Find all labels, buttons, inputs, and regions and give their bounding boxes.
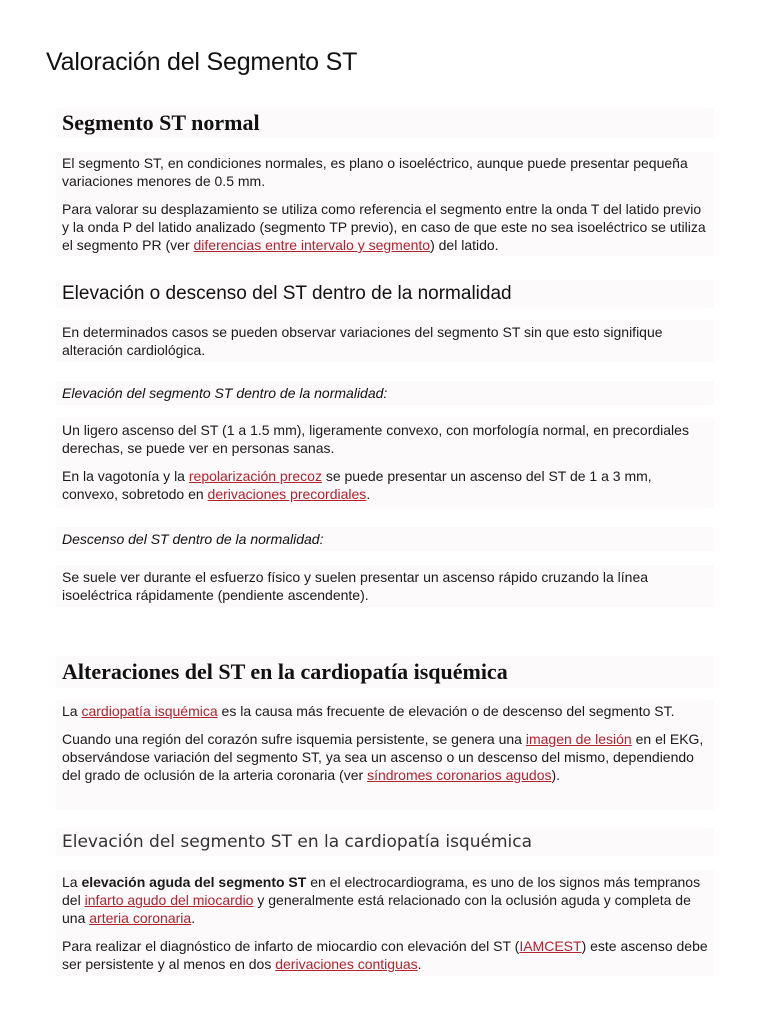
subheading-block: [56, 381, 714, 405]
text: Para valorar su desplazamiento se utiliza como referencia el segmento entre la onda T del latido previo y la onda P del latido analizado (segmento TP previo), en caso de que este no sea isoeléctrico se utiliza el segmento PR (ver: [62, 201, 706, 253]
text: en el electrocardiograma, es uno de los signos más tempranos del: [62, 874, 701, 908]
link-imagen-de-lesion[interactable]: imagen de lesión: [525, 731, 632, 747]
paragraph: [56, 200, 714, 254]
paragraph: [56, 937, 714, 973]
paragraph: Un ligero ascenso del ST (1 a 1.5 mm), ligeramente convexo, con morfología normal, en precordiales derechas, se puede ver en personas sanas.: [62, 422, 689, 456]
text: .: [366, 486, 371, 502]
subheading-descenso-normalidad: Descenso del ST dentro de la normalidad:: [62, 531, 324, 547]
text: En la vagotonía y la: [62, 468, 189, 484]
paragraph-block: [56, 700, 714, 810]
text: en el EKG, observándose variación del segmento ST, ya sea un ascenso o un descenso del mismo, dependiendo del grado de oclusión de la arteria coronaria (ver: [62, 731, 704, 783]
text: y generalmente está relacionado con la oclusión aguda y completa de una: [62, 892, 691, 926]
link-infarto-agudo-miocardio[interactable]: infarto agudo del miocardio: [84, 892, 254, 908]
text: se puede presentar un ascenso del ST de 1 a 3 mm, convexo, sobretodo en: [62, 468, 652, 502]
page-title: Valoración del Segmento ST: [46, 48, 358, 76]
paragraph: [56, 700, 714, 720]
text: .: [191, 910, 196, 926]
link-repolarizacion-precoz[interactable]: repolarización precoz: [188, 468, 322, 484]
paragraph: En determinados casos se pueden observar variaciones del segmento ST sin que esto signifique alteración cardiológica.: [62, 324, 663, 358]
section-heading-block: [56, 656, 714, 688]
text: ).: [551, 767, 561, 783]
text: es la causa más frecuente de elevación o de descenso del segmento ST.: [217, 703, 675, 719]
text: ) este ascenso debe ser persistente y al menos en dos: [62, 938, 708, 972]
link-iamcest[interactable]: IAMCEST: [519, 938, 582, 954]
section-heading-block: [56, 280, 714, 308]
section-heading-block: [56, 108, 714, 138]
paragraph-block: [56, 565, 714, 607]
link-sindromes-coronarios-agudos[interactable]: síndromes coronarios agudos: [367, 767, 552, 783]
paragraph-block: [56, 152, 714, 256]
link-derivaciones-precordiales[interactable]: derivaciones precordiales: [207, 486, 367, 502]
text: Para realizar el diagnóstico de infarto de miocardio con elevación del ST (: [62, 938, 520, 954]
paragraph: [56, 730, 714, 784]
text: ) del latido.: [430, 237, 499, 253]
paragraph-block: [56, 320, 714, 362]
paragraph: Se suele ver durante el esfuerzo físico y suelen presentar un ascenso rápido cruzando la línea isoeléctrica rápidamente (pendiente ascendente).: [62, 569, 649, 603]
text: Cuando una región del corazón sufre isquemia persistente, se genera una: [62, 731, 526, 747]
subheading-block: [56, 527, 714, 551]
text: .: [417, 956, 422, 972]
section-heading-segmento-st-normal: Segmento ST normal: [62, 110, 260, 135]
paragraph: [56, 467, 714, 503]
link-arteria-coronaria[interactable]: arteria coronaria: [89, 910, 192, 926]
paragraph-block: [56, 870, 714, 976]
link-cardiopatia-isquemica[interactable]: cardiopatía isquémica: [81, 703, 218, 719]
paragraph: El segmento ST, en condiciones normales, es plano o isoeléctrico, aunque puede presentar pequeña variaciones menores de 0.5 mm.: [62, 155, 688, 189]
paragraph: [56, 870, 714, 927]
text: La: [62, 703, 82, 719]
bold-text: elevación aguda del segmento ST: [81, 874, 307, 890]
section-heading-elevacion-descenso-normalidad: Elevación o descenso del ST dentro de la normalidad: [62, 283, 512, 304]
section-heading-block: [56, 828, 714, 856]
text: La: [62, 874, 82, 890]
section-heading-elevacion-isquemica: Elevación del segmento ST en la cardiopatía isquémica: [62, 832, 532, 852]
link-derivaciones-contiguas[interactable]: derivaciones contiguas: [275, 956, 418, 972]
subheading-elevacion-normalidad: Elevación del segmento ST dentro de la normalidad:: [62, 385, 388, 401]
section-heading-alteraciones-isquemica: Alteraciones del ST en la cardiopatía isquémica: [62, 659, 508, 684]
link-diferencias-intervalo-segmento[interactable]: diferencias entre intervalo y segmento: [193, 237, 431, 253]
paragraph-block: [56, 418, 714, 508]
